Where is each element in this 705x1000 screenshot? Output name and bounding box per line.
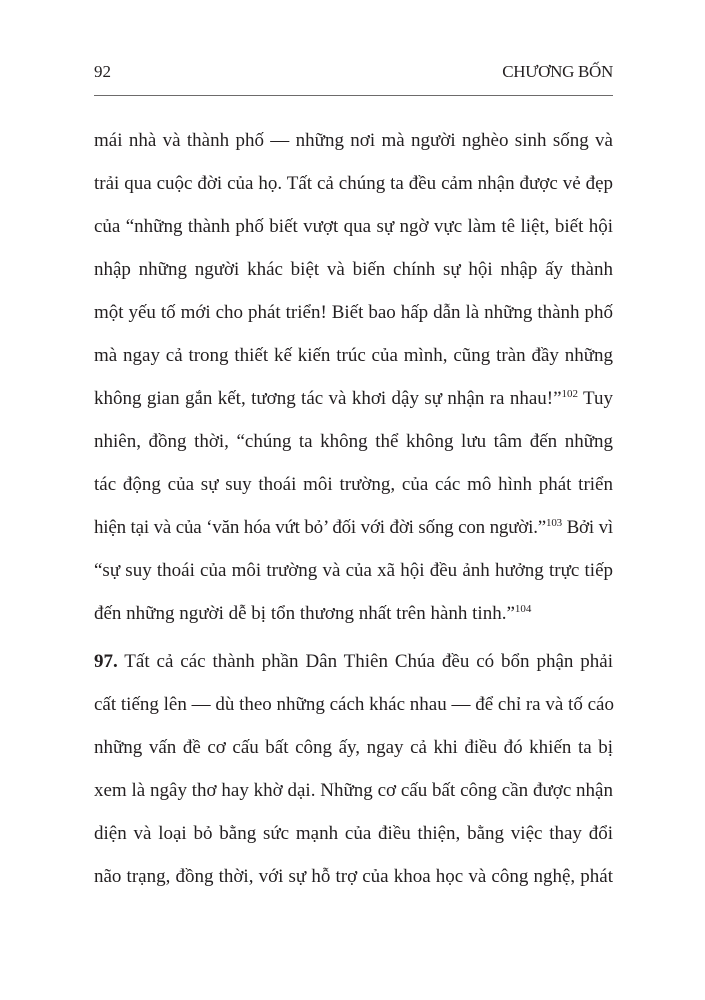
- text-line: tác động của sự suy thoái môi trường, của các mô hình phát triển: [94, 474, 613, 495]
- text-line: xem là ngây thơ hay khờ dại. Những cơ cấu bất công cần được nhận: [94, 780, 613, 801]
- footnote-ref-104[interactable]: 104: [514, 603, 532, 615]
- text-span: không gian gắn kết, tương tác và khơi dậy sự nhận ra nhau!”: [94, 388, 562, 409]
- text-line: những vấn đề cơ cấu bất công ấy, ngay cả khi điều đó khiến ta bị: [94, 737, 613, 758]
- text-line: của “những thành phố biết vượt qua sự ngờ vực làm tê liệt, biết hội: [94, 216, 613, 237]
- paragraph-97: [94, 640, 613, 898]
- text-span: Tất cả các thành phần Dân Thiên Chúa đều có bổn phận phải: [117, 651, 613, 672]
- text-line: cất tiếng lên — dù theo những cách khác nhau — để chỉ ra và tố cáo: [94, 694, 614, 715]
- chapter-title: CHƯƠNG BỐN: [502, 62, 613, 81]
- text-line: mà ngay cả trong thiết kế kiến trúc của mình, cũng tràn đầy những: [94, 345, 613, 366]
- text-line: nhiên, đồng thời, “chúng ta không thể không lưu tâm đến những: [94, 431, 613, 452]
- text-line: [94, 377, 613, 420]
- text-span: Tuy: [578, 388, 613, 409]
- text-line: [94, 640, 613, 683]
- text-line: [94, 592, 613, 635]
- text-line: một yếu tố mới cho phát triển! Biết bao hấp dẫn là những thành phố: [94, 302, 613, 323]
- header-rule: [94, 95, 613, 96]
- running-header: [94, 62, 613, 88]
- footnote-ref-102[interactable]: 102: [561, 388, 579, 400]
- text-line: “sự suy thoái của môi trường và của xã hội đều ảnh hưởng trực tiếp: [94, 560, 613, 581]
- text-line: trải qua cuộc đời của họ. Tất cả chúng ta đều cảm nhận được vẻ đẹp: [94, 173, 613, 194]
- text-span: hiện tại và của ‘văn hóa vứt bỏ’ đối với đời sống con người.”: [94, 517, 547, 538]
- text-line: diện và loại bỏ bằng sức mạnh của điều thiện, bằng việc thay đổi: [94, 823, 613, 844]
- text-line: não trạng, đồng thời, với sự hỗ trợ của khoa học và công nghệ, phát: [94, 866, 613, 887]
- footnote-ref-103[interactable]: 103: [546, 517, 562, 529]
- text-span: Bởi vì: [561, 517, 613, 538]
- page-number: 92: [94, 62, 111, 81]
- paragraph-96-continued: [94, 119, 613, 635]
- text-line: mái nhà và thành phố — những nơi mà người nghèo sinh sống và: [94, 130, 613, 151]
- text-span: đến những người dễ bị tổn thương nhất trên hành tinh.”: [94, 603, 515, 624]
- paragraph-number: 97.: [94, 651, 118, 672]
- text-line: nhập những người khác biệt và biến chính sự hội nhập ấy thành: [94, 259, 613, 280]
- text-line: [94, 506, 613, 549]
